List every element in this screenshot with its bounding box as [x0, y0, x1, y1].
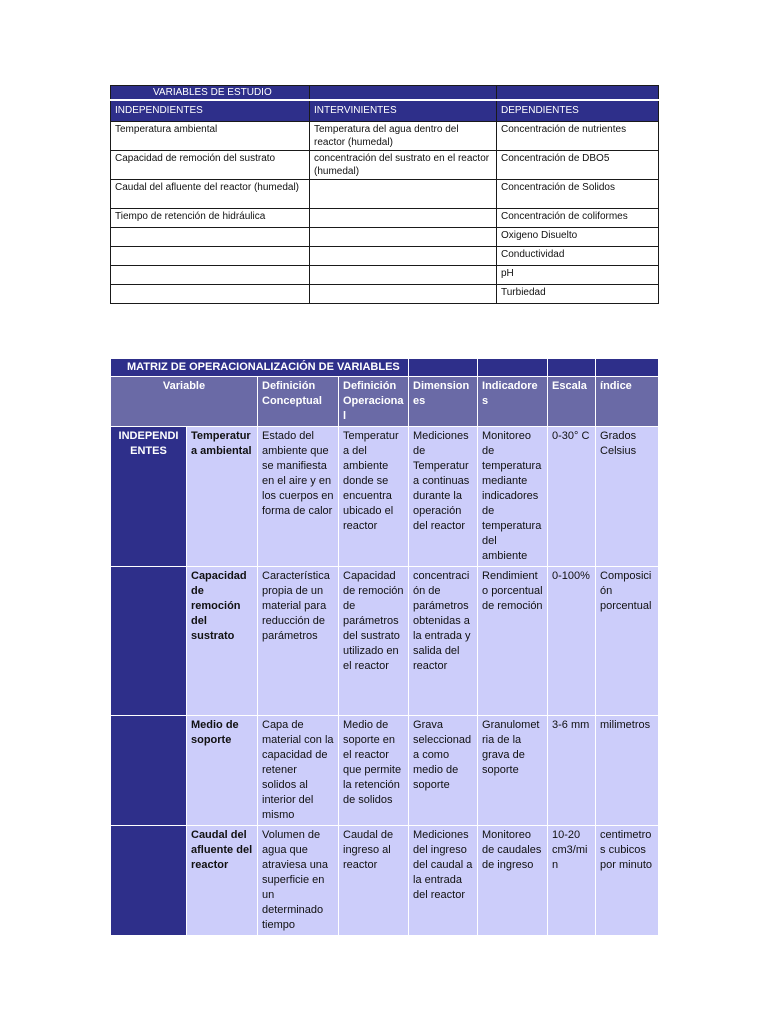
- side-cell: [111, 567, 187, 716]
- matriz-operacionalizacion-table: [110, 358, 659, 936]
- definicion-operacional: Caudal de ingreso al reactor: [339, 826, 409, 936]
- indice: centimetros cubicos por minuto: [596, 826, 659, 936]
- table-cell: Temperatura ambiental: [111, 122, 310, 151]
- escala: 0-100%: [548, 567, 596, 716]
- table-row: [111, 151, 659, 180]
- table-cell: Temperatura del agua dentro del reactor (humedal): [310, 122, 497, 151]
- variables-de-estudio-table: [110, 85, 659, 304]
- table-cell: Oxigeno Disuelto: [497, 228, 659, 247]
- indicadores: Rendimiento porcentual de remoción: [478, 567, 548, 716]
- table-row: [111, 716, 659, 826]
- table-cell: [310, 228, 497, 247]
- escala: 10-20 cm3/min: [548, 826, 596, 936]
- table-cell: [310, 180, 497, 209]
- definicion-conceptual: Característica propia de un material para reducción de parámetros: [258, 567, 339, 716]
- definicion-conceptual: Volumen de agua que atraviesa una superficie en un determinado tiempo: [258, 826, 339, 936]
- variable-name: Medio de soporte: [187, 716, 258, 826]
- table-row: [111, 826, 659, 936]
- table-cell: Concentración de nutrientes: [497, 122, 659, 151]
- table-row: [111, 209, 659, 228]
- table-row: [111, 228, 659, 247]
- header-indice: índice: [596, 377, 659, 427]
- header-definicion-conceptual: Definición Conceptual: [258, 377, 339, 427]
- table-row: [111, 122, 659, 151]
- side-label-independientes: INDEPENDIENTES: [111, 427, 187, 567]
- header-dimensiones: Dimensiones: [409, 377, 478, 427]
- indice: Composición porcentual: [596, 567, 659, 716]
- indice: Grados Celsius: [596, 427, 659, 567]
- table-cell: [310, 266, 497, 285]
- table-cell: concentración del sustrato en el reactor (humedal): [310, 151, 497, 180]
- dimensiones: Mediciones del ingreso del caudal a la entrada del reactor: [409, 826, 478, 936]
- table-cell: [310, 209, 497, 228]
- table-row: [111, 285, 659, 304]
- table1-title: VARIABLES DE ESTUDIO: [111, 86, 310, 101]
- header-indicadores: Indicadores: [478, 377, 548, 427]
- dimensiones: Mediciones de Temperatura continuas durante la operación del reactor: [409, 427, 478, 567]
- definicion-operacional: Capacidad de remoción de parámetros del sustrato utilizado en el reactor: [339, 567, 409, 716]
- definicion-operacional: Medio de soporte en el reactor que permite la retención de solidos: [339, 716, 409, 826]
- dimensiones: concentración de parámetros obtenidas a la entrada y salida del reactor: [409, 567, 478, 716]
- header-definicion-operacional: Definición Operacional: [339, 377, 409, 427]
- table-cell: [111, 266, 310, 285]
- indice: milimetros: [596, 716, 659, 826]
- table-cell: Concentración de DBO5: [497, 151, 659, 180]
- variable-name: Caudal del afluente del reactor: [187, 826, 258, 936]
- variable-name: Temperatura ambiental: [187, 427, 258, 567]
- table-cell: Capacidad de remoción del sustrato: [111, 151, 310, 180]
- definicion-operacional: Temperatura del ambiente donde se encuentra ubicado el reactor: [339, 427, 409, 567]
- header-independientes: INDEPENDIENTES: [111, 100, 310, 122]
- table2-title: MATRIZ DE OPERACIONALIZACIÓN DE VARIABLES: [111, 359, 409, 377]
- indicadores: Granulometria de la grava de soporte: [478, 716, 548, 826]
- header-intervinientes: INTERVINIENTES: [310, 100, 497, 122]
- table-row: [111, 567, 659, 716]
- table-cell: [310, 247, 497, 266]
- escala: 0-30° C: [548, 427, 596, 567]
- table-cell: [111, 247, 310, 266]
- table-cell: Concentración de coliformes: [497, 209, 659, 228]
- table-row: [111, 180, 659, 209]
- variable-name: Capacidad de remoción del sustrato: [187, 567, 258, 716]
- table-cell: Turbiedad: [497, 285, 659, 304]
- definicion-conceptual: Estado del ambiente que se manifiesta en el aire y en los cuerpos en forma de calor: [258, 427, 339, 567]
- table-cell: [111, 285, 310, 304]
- table-row: [111, 427, 659, 567]
- escala: 3-6 mm: [548, 716, 596, 826]
- definicion-conceptual: Capa de material con la capacidad de retener solidos al interior del mismo: [258, 716, 339, 826]
- table-cell: pH: [497, 266, 659, 285]
- indicadores: Monitoreo de temperatura mediante indicadores de temperatura del ambiente: [478, 427, 548, 567]
- table-cell: Concentración de Solidos: [497, 180, 659, 209]
- header-variable: Variable: [111, 377, 258, 427]
- header-escala: Escala: [548, 377, 596, 427]
- table-cell: Conductividad: [497, 247, 659, 266]
- table-cell: Caudal del afluente del reactor (humedal): [111, 180, 310, 209]
- table-row: [111, 266, 659, 285]
- table-cell: [310, 285, 497, 304]
- indicadores: Monitoreo de caudales de ingreso: [478, 826, 548, 936]
- table-cell: [111, 228, 310, 247]
- header-dependientes: DEPENDIENTES: [497, 100, 659, 122]
- side-cell: [111, 716, 187, 826]
- dimensiones: Grava seleccionada como medio de soporte: [409, 716, 478, 826]
- table-row: [111, 247, 659, 266]
- table-cell: Tiempo de retención de hidráulica: [111, 209, 310, 228]
- side-cell: [111, 826, 187, 936]
